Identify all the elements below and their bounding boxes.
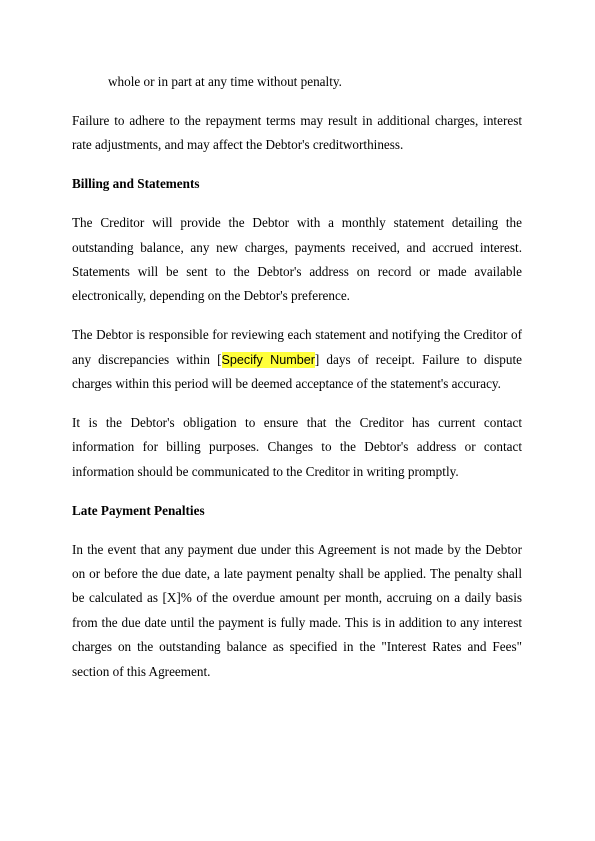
- discrepancies-text-before: The Debtor is responsible for reviewing each statement and notifying the Creditor of any discrepancies within [: [72, 327, 522, 367]
- paragraph-repayment-failure: Failure to adhere to the repayment terms may result in additional charges, interest rate adjustments, and may affect the Debtor's creditworthiness.: [72, 112, 522, 153]
- paragraph-discrepancies: [72, 323, 522, 396]
- discrepancies-text-after: ] days of receipt. Failure to dispute charges within this period will be deemed acceptance of the statement's accuracy.: [72, 351, 522, 392]
- paragraph-late-payment: In the event that any payment due under this Agreement is not made by the Debtor on or before the due date, a late payment penalty shall be applied. The penalty shall be calculated as [X]% of the overdue amount per month, accruing on a daily basis from the due date until the payment is fully made. This is in addition to any interest charges on the outstanding balance as specified in the "Interest Rates and Fees" section of this Agreement.: [72, 541, 522, 679]
- document-page: [72, 70, 522, 699]
- heading-late-payment-penalties: Late Payment Penalties: [72, 502, 205, 518]
- heading-billing-statements: Billing and Statements: [72, 176, 200, 192]
- paragraph-contact-information: It is the Debtor's obligation to ensure that the Creditor has current contact information for billing purposes. Changes to the Debtor's address or contact information should be communicated to the Creditor in writing promptly.: [72, 414, 522, 479]
- placeholder-specify-number: Specify Number: [221, 352, 315, 367]
- paragraph-monthly-statement: The Creditor will provide the Debtor with a monthly statement detailing the outstanding balance, any new charges, payments received, and accrued interest. Statements will be sent to the Debtor's address on record or made available electronically, depending on the Debtor's preference.: [72, 215, 522, 304]
- paragraph-continuation: whole or in part at any time without penalty.: [108, 74, 342, 89]
